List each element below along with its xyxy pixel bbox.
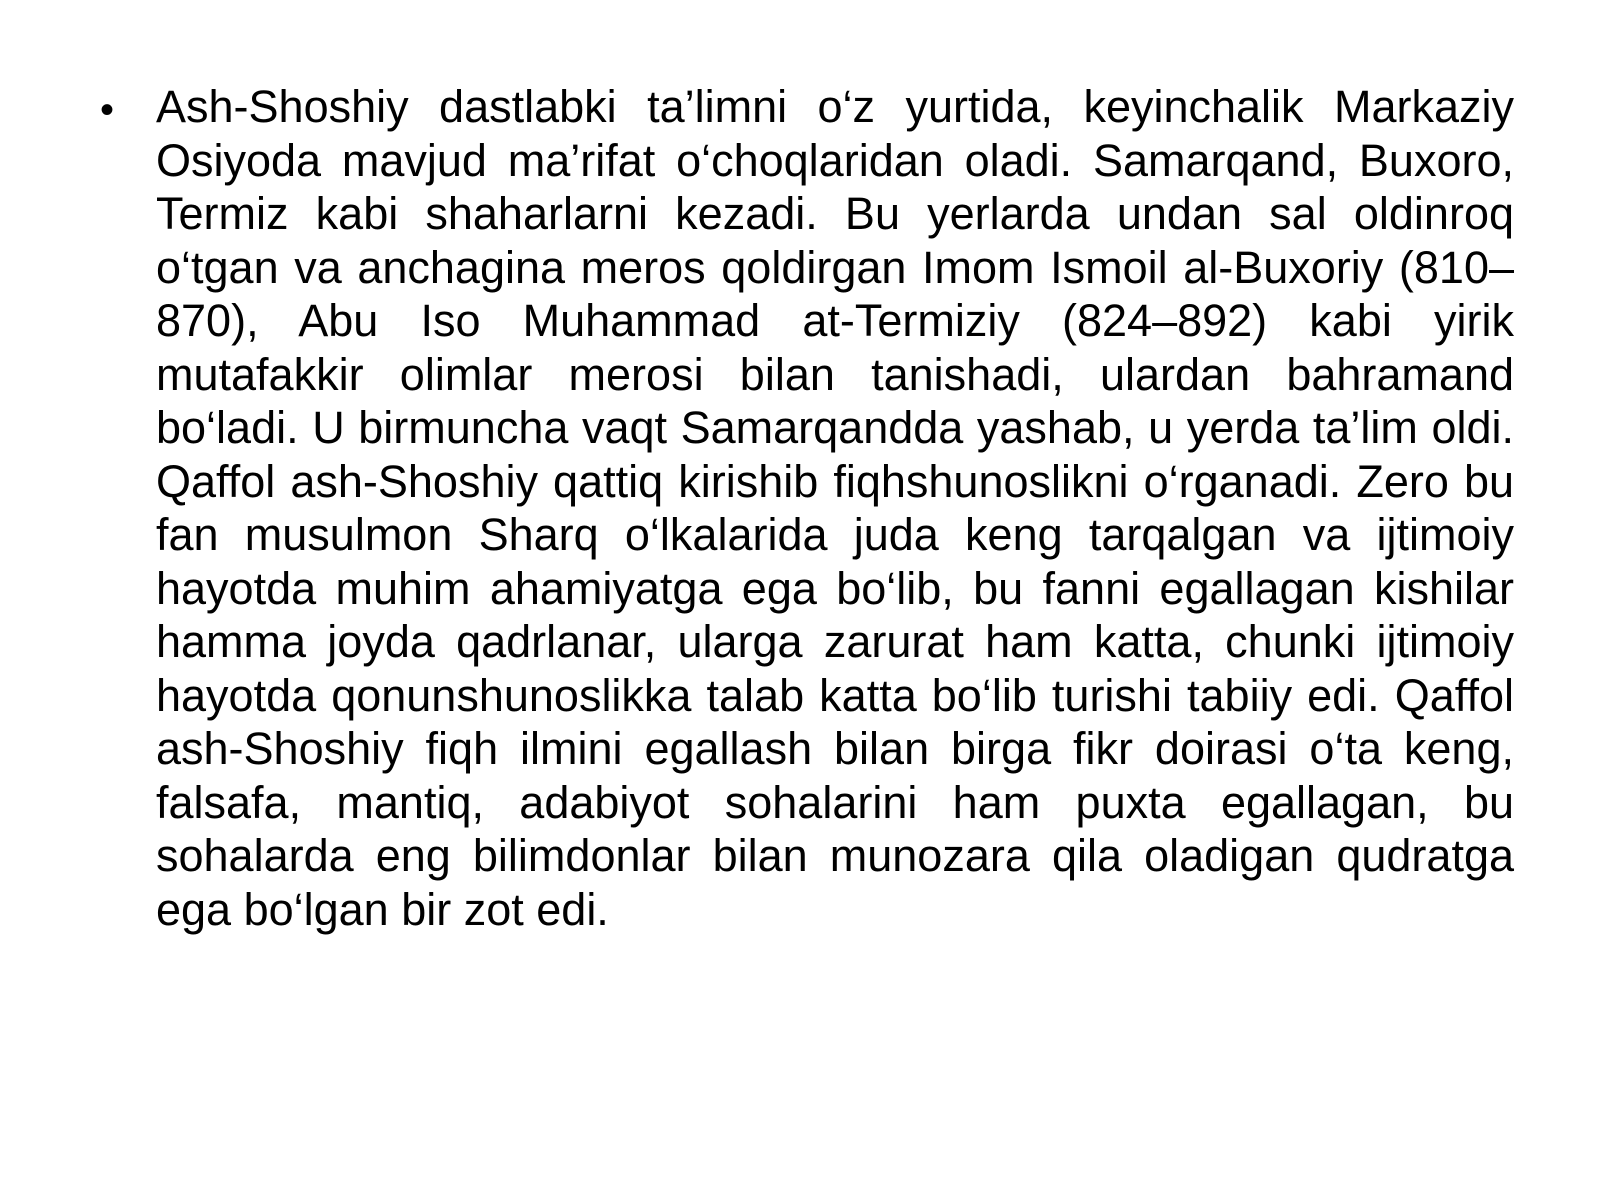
bullet-item — [94, 80, 1514, 936]
bullet-paragraph: Ash-Shoshiy dastlabki ta’limni o‘z yurtida, keyinchalik Markaziy Osiyoda mavjud ma’rifat o‘choqlaridan oladi. Samarqand, Buxoro, Termiz kabi shaharlarni kezadi. Bu yerlarda undan sal oldinroq o‘tgan va anchagina meros qoldirgan Imom Ismoil al-Buxoriy (810–870), Abu Iso Muhammad at-Termiziy (824–892) kabi yirik mutafakkir olimlar merosi bilan tanishadi, ulardan bahramand bo‘ladi. U birmuncha vaqt Samarqandda yashab, u yerda ta’lim oldi. Qaffol ash-Shoshiy qattiq kirishib fiqhshunoslikni o‘rganadi. Zero bu fan musulmon Sharq o‘lkalarida juda keng tarqalgan va ijtimoiy hayotda muhim ahamiyatga ega bo‘lib, bu fanni egallagan kishilar hamma joyda qadrlanar, ularga zarurat ham katta, chunki ijtimoiy hayotda qonunshunoslikka talab katta bo‘lib turishi tabiiy edi. Qaffol ash-Shoshiy fiqh ilmini egallash bilan birga fikr doirasi o‘ta keng, falsafa, mantiq, adabiyot sohalarini ham puxta egallagan, bu sohalarda eng bilimdonlar bilan munozara qila oladigan qudratga ega bo‘lgan bir zot edi. — [156, 81, 1514, 935]
bullet-list — [94, 80, 1514, 936]
bullet-icon: • — [100, 88, 115, 132]
